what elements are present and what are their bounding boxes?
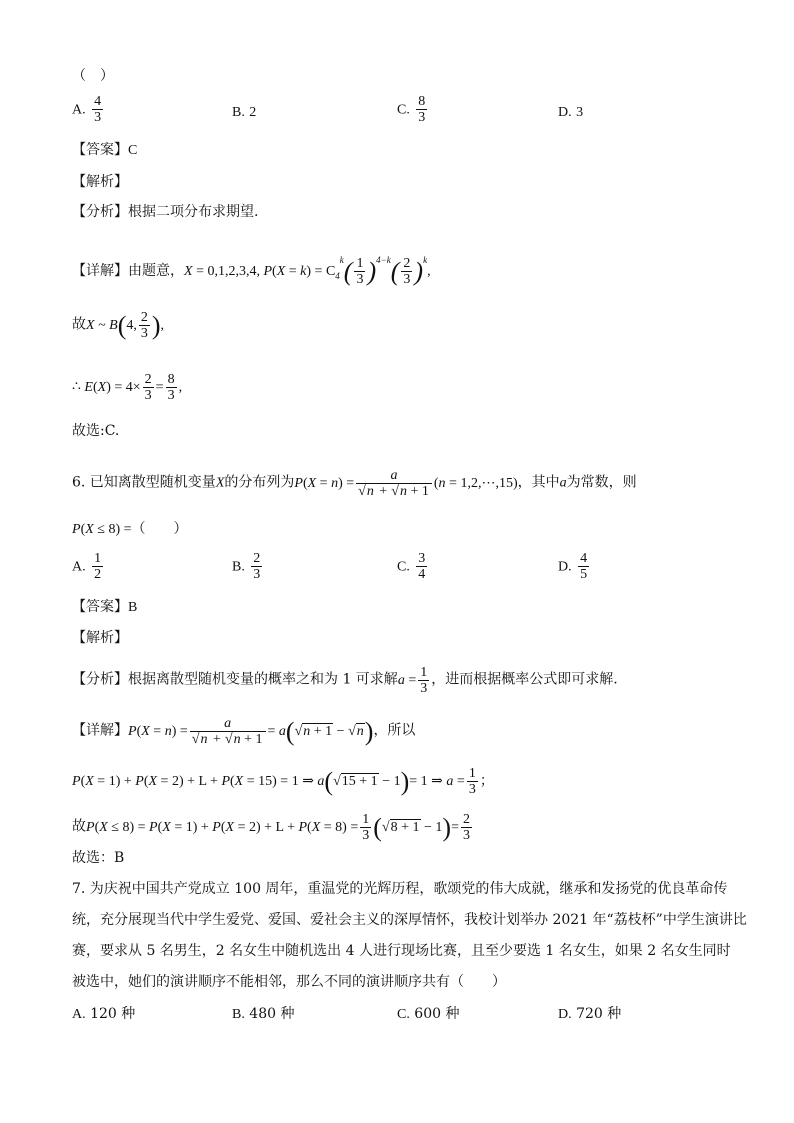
q6-answer bbox=[72, 597, 137, 618]
q7-line-4: 被选中，她们的演讲顺序不能相邻，那么不同的演讲顺序共有（ ） bbox=[72, 974, 506, 990]
formula: P(X ≤ 8) = P(X = 1) + P(X = 2) + L + P(X = 8) = $\frac{1}{3}$ (√8 + 1 − 1)= $\frac{2}{3}$ bbox=[86, 812, 470, 843]
q5-answer bbox=[72, 140, 137, 161]
therefore-sign: ∴ bbox=[72, 378, 81, 395]
option-label: B. bbox=[232, 559, 245, 575]
formula: P(X = n) = $\frac{a}{√n + √n + 1}$ (n = 1,2,⋯,15) bbox=[294, 468, 518, 499]
fraction: $\frac{3}{4}$ bbox=[418, 551, 426, 582]
formula: P(X ≤ 8) = bbox=[72, 522, 132, 537]
fenxi-text: 根据二项分布求期望. bbox=[128, 204, 259, 220]
xiangjie-tag: 【详解】 bbox=[72, 263, 128, 279]
option-value: 720 种 bbox=[576, 1006, 622, 1022]
fenxi-tag: 【分析】 bbox=[72, 204, 128, 220]
q6-result-line: 故P(X ≤ 8) = P(X = 1) + P(X = 2) + L + P(X = 8) = $\frac{1}{3}$ (√8 + 1 − 1)= $\frac{2}{3}$ bbox=[72, 812, 474, 843]
q5-distribution bbox=[72, 310, 164, 341]
gu-text: 故 bbox=[72, 316, 86, 333]
option-value: 3 bbox=[576, 105, 584, 120]
fraction: $\frac{2}{3}$ bbox=[253, 551, 261, 582]
answer-tag: 【答案】 bbox=[72, 599, 128, 615]
q6-jiexi: 【解析】 bbox=[72, 630, 128, 646]
option-label: A. bbox=[72, 1007, 86, 1022]
q6-stem: 6. 已知离散型随机变量X的分布列为P(X = n) = $\frac{a}{√n + √n + 1}$ (n = 1,2,⋯,15)，其中a为常数，则 bbox=[72, 468, 637, 499]
q7-line-3: 赛，要求从 5 名男生，2 名女生中随机选出 4 人进行现场比赛，且至少要选 1 名女生，如果 2 名女生同时 bbox=[72, 943, 731, 959]
option-value: 2 bbox=[249, 105, 257, 120]
option-value: 480 种 bbox=[249, 1006, 295, 1022]
option-label: D. bbox=[558, 559, 572, 575]
option-label: A. bbox=[72, 102, 86, 118]
formula: a = $\frac{1}{3}$ bbox=[397, 665, 428, 696]
fraction: $\frac{8}{3}$ bbox=[418, 94, 426, 125]
option-label: C. bbox=[397, 102, 410, 118]
q5-xiangjie bbox=[72, 250, 431, 287]
q6-choose: 故选：B bbox=[72, 850, 125, 866]
q7-line-1: 7. 为庆祝中国共产党成立 100 周年，重温党的光辉历程，歌颂党的伟大成就，继承和发扬党的优良革命传 bbox=[72, 881, 728, 897]
fraction: $\frac{4}{5}$ bbox=[580, 551, 588, 582]
q6-fenxi: 【分析】根据离散型随机变量的概率之和为 1 可求解a = $\frac{1}{3}$ ，进而根据概率公式即可求解. bbox=[72, 665, 618, 696]
answer-value: B bbox=[128, 600, 138, 615]
xiangjie-tag: 【详解】 bbox=[72, 722, 128, 739]
q6-option-a bbox=[72, 551, 105, 582]
q7-option-b bbox=[232, 1003, 294, 1023]
option-label: A. bbox=[72, 559, 86, 575]
option-label: C. bbox=[397, 1007, 410, 1022]
q6-sum-line bbox=[72, 766, 494, 797]
option-value: 120 种 bbox=[90, 1006, 136, 1022]
q7-option-c bbox=[397, 1003, 459, 1023]
q5-jiexi: 【解析】 bbox=[72, 174, 128, 190]
xiangjie-intro: 由题意， bbox=[128, 263, 184, 279]
formula: X ~ B(4, $\frac{2}{3}$ ), bbox=[86, 310, 165, 341]
q6-option-c bbox=[397, 551, 429, 582]
answer-value: C bbox=[128, 143, 138, 158]
q5-expectation bbox=[72, 372, 182, 403]
formula: X = 0,1,2,3,4, $P(X = k) = C_4^k$( $\frac{1}{3}$ )$^{4-k}$( $\frac{2}{3}$ )$^k$, bbox=[184, 255, 431, 288]
q6-stem-cont: P(X ≤ 8) =（ ） bbox=[72, 521, 188, 537]
formula: P(X = 1) + P(X = 2) + L + P(X = 15) = 1 ⇒ a(√15 + 1 − 1)= 1 ⇒ a = $\frac{1}{3}$ ； bbox=[72, 766, 494, 797]
option-label: B. bbox=[232, 105, 245, 120]
q5-option-d bbox=[558, 104, 583, 121]
formula: E(X) = 4× $\frac{2}{3}$ = $\frac{8}{3}$ , bbox=[80, 372, 183, 403]
option-label: C. bbox=[397, 559, 410, 575]
option-value: 600 种 bbox=[414, 1006, 460, 1022]
option-label: B. bbox=[232, 1007, 245, 1022]
q7-line-2: 统，充分展现当代中学生爱党、爱国、爱社会主义的深厚情怀，我校计划举办 2021 年“荔枝杯”中学生演讲比 bbox=[72, 912, 747, 928]
q5-paren: （ ） bbox=[72, 68, 114, 84]
q6-xiangjie: 【详解】P(X = n) = $\frac{a}{√n + √n + 1}$ = a(√n + 1 − √n)，所以 bbox=[72, 716, 416, 747]
q5-option-c bbox=[397, 94, 429, 125]
q6-option-d bbox=[558, 551, 591, 582]
formula: P(X = n) = $\frac{a}{√n + √n + 1}$ = a(√n + 1 − √n) bbox=[128, 716, 374, 747]
option-label: D. bbox=[558, 1007, 572, 1022]
q5-option-a bbox=[72, 94, 105, 125]
q5-fenxi bbox=[72, 202, 258, 222]
answer-tag: 【答案】 bbox=[72, 142, 128, 158]
q6-option-b bbox=[232, 551, 264, 582]
q5-option-b bbox=[232, 104, 256, 121]
fenxi-tag: 【分析】 bbox=[72, 671, 128, 688]
q7-option-d bbox=[558, 1003, 621, 1023]
fraction: $\frac{4}{3}$ bbox=[94, 94, 102, 125]
option-label: D. bbox=[558, 105, 572, 120]
q7-option-a bbox=[72, 1003, 135, 1023]
q5-choose: 故选:C. bbox=[72, 423, 120, 439]
fraction: $\frac{1}{2}$ bbox=[94, 551, 102, 582]
